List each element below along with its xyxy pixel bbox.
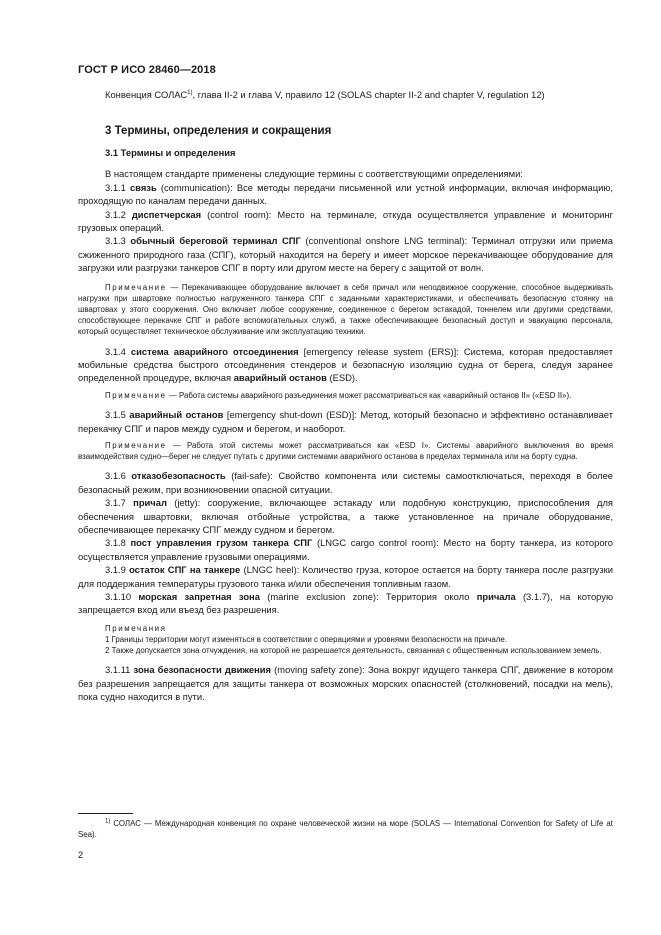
term-name: остаток СПГ на танкере bbox=[129, 564, 241, 576]
running-header: ГОСТ Р ИСО 28460—2018 bbox=[78, 64, 216, 76]
notes-3-1-10 bbox=[78, 623, 613, 657]
term-name: морская запретная зона bbox=[138, 590, 260, 602]
page-number: 2 bbox=[78, 849, 84, 860]
term-name: обычный береговой терминал СПГ bbox=[130, 235, 301, 247]
footnote-separator bbox=[78, 813, 133, 814]
term-3-1-10: 3.1.10 морская запретная зона (marine exclusion zone): Территория около причала (3.1.7), на которую запрещается вход или въезд без разрешения. bbox=[78, 590, 614, 616]
term-3-1-1: 3.1.1 связь (communication): Все методы передачи письменной или устной информации, включая информацию, проходящую по каналам передачи данных. bbox=[78, 181, 613, 207]
note-3-1-4: Примечание — Работа системы аварийного разъединения может рассматриваться как «аварийный останов II» («ESD II»). bbox=[105, 390, 572, 400]
term-ref: причала bbox=[476, 590, 516, 602]
note-item: 1 Границы территории могут изменяться в соответствии с операциями и уровнями безопасности на причале. bbox=[105, 634, 507, 644]
intro-paragraph: Конвенция СОЛАС$^{1)}$, глава II-2 и глава V, правило 12 (SOLAS chapter II-2 and chapter V, regulation 12) bbox=[105, 89, 545, 100]
note-3-1-3: Примечание — Перекачивающее оборудование включает в себя причал или неподвижное сооружение, способное выдерживать нагрузки при швартовке полностью нагруженного танкера СПГ с заданными характеристиками, и обеспечивать безопасную стоянку на швартовах у этого сооружения. Оно включает любое сооружение, соединенное с берегом эстакадой, тоннелем или другими средствами, способствующее перекачке СПГ и работе вспомогательных служб, а также обеспечивающее безопасный доступ и эвакуацию персонала, который осуществляет техническое обслуживание или эксплуатацию техники. bbox=[78, 282, 613, 337]
term-3-1-5: 3.1.5 аварийный останов [emergency shut-down (ESD)]: Метод, который безопасно и эффективно останавливает перекачку СПГ и паров между судном и берегом, и наоборот. bbox=[78, 409, 613, 434]
term-name: диспетчерская bbox=[131, 208, 202, 220]
term-3-1-8: 3.1.8 пост управления грузом танкера СПГ (LNGC cargo control room): Место на борту танкера, из которого осуществляется управление грузовыми операциями. bbox=[78, 537, 613, 562]
term-name: пост управления грузом танкера СПГ bbox=[130, 537, 313, 549]
term-name: связь bbox=[129, 181, 157, 193]
footnote-ref: 1) bbox=[187, 89, 193, 96]
term-3-1-3: 3.1.3 обычный береговой терминал СПГ (conventional onshore LNG terminal): Терминал отгрузки или приема сжиженного природного газа (СПГ), который находится на берегу и имеет морское перекачивающее оборудование для загрузки или разгрузки танкеров СПГ в порту или другом месте на берегу с защитой от волн. bbox=[78, 235, 614, 274]
term-name: отказобезопасность bbox=[131, 470, 226, 482]
term-3-1-9: 3.1.9 остаток СПГ на танкере (LNGC heel): Количество груза, которое остается на борту танкера после разгрузки для поддержания температуры грузового танка и/или обеспечения топливным газом. bbox=[78, 564, 614, 589]
term-name: причал bbox=[133, 497, 167, 509]
term-3-1-7: 3.1.7 причал (jetty): сооружение, включающее эстакаду или подобную конструкцию, приспособления для обеспечения швартовки, включая отбойные устройства, а также установленное на причале оборудование, обеспечивающее перекачку СПГ между судном и берегом. bbox=[78, 497, 613, 535]
term-name: аварийный останов bbox=[129, 409, 224, 421]
term-3-1-2: 3.1.2 диспетчерская (control room): Место на терминале, откуда осуществляется управление и мониторинг грузовых операций. bbox=[78, 208, 613, 234]
term-name: система аварийного отсоединения bbox=[130, 345, 299, 357]
subsection-heading: 3.1 Термины и определения bbox=[105, 147, 236, 159]
term-3-1-11: 3.1.11 зона безопасности движения (moving safety zone): Зона вокруг идущего танкера СПГ, движение в котором без разрешения запрещается для защиты танкера от возможных морских опасностей (столкновений, посадки на мель), пока судно находится в пути. bbox=[78, 664, 613, 703]
term-3-1-6: 3.1.6 отказобезопасность (fail-safe): Свойство компонента или системы самоотключаться, переходя в более безопасный режим, при возникновении опасной ситуации. bbox=[78, 470, 613, 495]
term-3-1-4: 3.1.4 система аварийного отсоединения [emergency release system (ERS)]: Система, которая предоставляет мобильные средства быстрого отсоединения стендеров и безопасную изоляцию судна от берега, следуя заранее определенной процедуре, включая аварийный останов (ESD). bbox=[78, 345, 613, 384]
note-item: 2 Также допускается зона отчуждения, на которой не разрешается деятельность, связанная с общественным использованием земель. bbox=[105, 646, 602, 656]
footnote-marker: 1) bbox=[105, 818, 111, 825]
term-name: зона безопасности движения bbox=[133, 664, 272, 676]
page-body bbox=[78, 88, 613, 704]
note-label: Примечание bbox=[105, 440, 167, 450]
term-ref: аварийный останов bbox=[233, 372, 327, 384]
footnote: $^{1)}$ СОЛАС — Международная конвенция по охране человеческой жизни на море (SOLAS — International Convention for Safety of Life at Sea). bbox=[78, 818, 613, 840]
note-label: Примечания bbox=[105, 623, 167, 633]
note-label: Примечание bbox=[105, 282, 167, 292]
note-3-1-5: Примечание — Работа этой системы может рассматриваться как «ESD I». Системы аварийного выключения во время взаимодействия судно—берег не следует путать с другими системами аварийного останова в пределах терминала или на борту судна. bbox=[78, 440, 613, 462]
note-label: Примечание bbox=[105, 390, 167, 400]
lead-paragraph: В настоящем стандарте применены следующие термины с соответствующими определениями: bbox=[105, 168, 523, 180]
section-heading: 3 Термины, определения и сокращения bbox=[105, 125, 332, 138]
